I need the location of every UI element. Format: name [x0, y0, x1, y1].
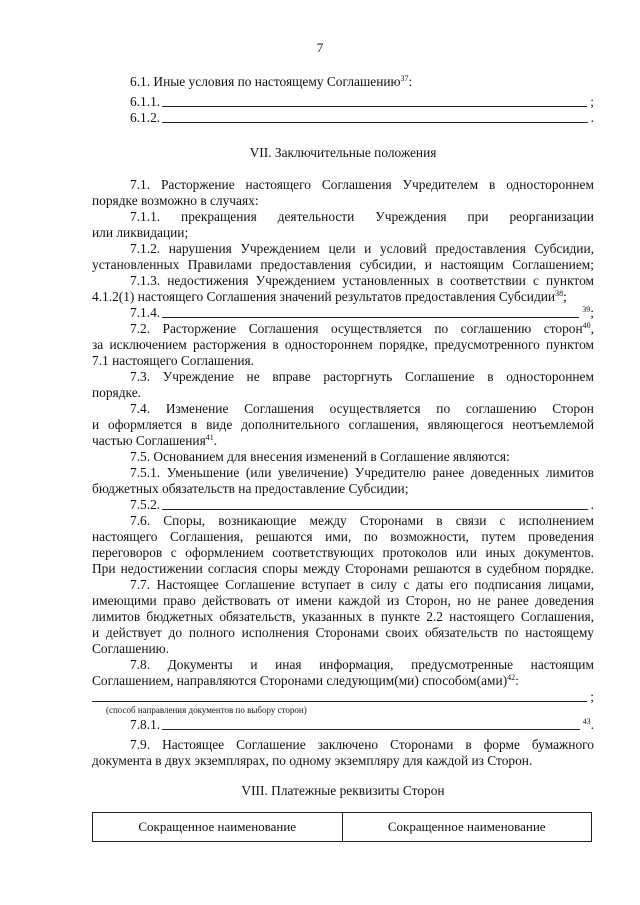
requisites-col-2-header: Сокращенное наименование	[342, 813, 592, 841]
section-7-title: VII. Заключительные положения	[249, 145, 437, 160]
clause-7-4-line2: и оформляется в виде дополнительного соглашения, являющегося неотъемлемой	[92, 417, 594, 432]
clause-7-1-1-line2: или ликвидации;	[92, 225, 189, 240]
clause-6-1-1-blank: 6.1.1. ;	[130, 94, 594, 109]
clause-7-1-3-line1: 7.1.3. недостижения Учреждением установленных в соответствии с пунктом	[130, 273, 594, 288]
page-number: 7	[316, 40, 324, 55]
clause-7-4-line1: 7.4. Изменение Соглашения осуществляется по соглашению Сторон	[130, 401, 594, 416]
clause-7-8-1-blank: 7.8.1. $^{43}$.	[130, 717, 594, 732]
clause-6-1-2-blank: 6.1.2. .	[130, 110, 594, 125]
clause-7-5-2-blank: 7.5.2. .	[130, 497, 594, 512]
clause-7-2-line2: за исключением расторжения в одностороннем порядке, предусмотренного пунктом	[92, 337, 594, 352]
clause-7-1-4-blank: 7.1.4. $^{39}$;	[130, 305, 594, 320]
clause-7-1-2-line2: установленных Правилами предоставления субсидии, и настоящим Соглашением;	[92, 257, 594, 272]
requisites-col-1-header: Сокращенное наименование	[138, 819, 297, 834]
clause-7-3-line1: 7.3. Учреждение не вправе расторгнуть Соглашение в одностороннем	[130, 369, 594, 384]
clause-7-6-line2: настоящего Соглашения, решаются ими, по возможности, путем проведения	[92, 529, 594, 544]
clause-7-5-1-line1: 7.5.1. Уменьшение (или увеличение) Учредителю ранее доведенных лимитов	[130, 465, 594, 480]
clause-7-3-line2: порядке.	[92, 385, 141, 400]
clause-7-7-line4: и действует до полного исполнения Сторонами своих обязательств по настоящему	[92, 625, 594, 640]
section-8-title: VIII. Платежные реквизиты Сторон	[241, 783, 445, 798]
clause-7-8-method-blank: ;	[92, 689, 594, 704]
clause-7-7-line3: лимитов бюджетных обязательств, указанных в пункте 2.2 настоящего Соглашения,	[92, 609, 594, 624]
clause-7-7-line1: 7.7. Настоящее Соглашение вступает в силу с даты его подписания лицами,	[130, 577, 594, 592]
clause-7-8-note: (способ направления документов по выбору сторон)	[106, 705, 307, 715]
clause-7-6-line4: При недостижении согласия споры между Сторонами решаются в судебном порядке.	[92, 561, 594, 576]
clause-7-2-line1: 7.2. Расторжение Соглашения осуществляется по соглашению сторон$^{40}$,	[130, 321, 594, 336]
clause-7-1-line2: порядке возможно в случаях:	[92, 193, 259, 208]
clause-7-4-line3: частью Соглашения$^{41}$.	[92, 433, 218, 448]
clause-7-8-line1: 7.8. Документы и иная информация, предусмотренные настоящим	[130, 657, 594, 672]
clause-7-9-line1: 7.9. Настоящее Соглашение заключено Сторонами в форме бумажного	[130, 737, 594, 752]
clause-7-1-1-line1: 7.1.1. прекращения деятельности Учреждения при реорганизации	[130, 209, 594, 224]
clause-6-1: 6.1. Иные условия по настоящему Соглашению$^{37}$:	[130, 74, 413, 89]
clause-7-1-3-line2: 4.1.2(1) настоящего Соглашения значений результатов предоставления Субсидии$^{38}$;	[92, 289, 567, 304]
clause-7-2-line3: 7.1 настоящего Соглашения.	[92, 353, 255, 368]
clause-7-5-1-line2: бюджетных обязательств на предоставление Субсидии;	[92, 481, 409, 496]
clause-7-6-line3: переговоров с оформлением соответствующих протоколов или иных документов.	[92, 545, 594, 560]
requisites-table	[92, 812, 592, 842]
clause-7-1-2-line1: 7.1.2. нарушения Учреждением цели и условий предоставления Субсидии,	[130, 241, 594, 256]
clause-7-5: 7.5. Основанием для внесения изменений в Соглашение являются:	[130, 449, 510, 464]
clause-7-8-line2: Соглашением, направляются Сторонами следующим(ми) способом(ами)$^{42}$:	[92, 673, 519, 688]
clause-7-9-line2: документа в двух экземплярах, по одному экземпляру для каждой из Сторон.	[92, 753, 533, 768]
clause-7-1-line1: 7.1. Расторжение настоящего Соглашения Учредителем в одностороннем	[130, 177, 594, 192]
clause-7-6-line1: 7.6. Споры, возникающие между Сторонами в связи с исполнением	[130, 513, 594, 528]
clause-7-7-line5: Соглашению.	[92, 641, 170, 656]
clause-7-7-line2: имеющими право действовать от имени каждой из Сторон, но не ранее доведения	[92, 593, 594, 608]
